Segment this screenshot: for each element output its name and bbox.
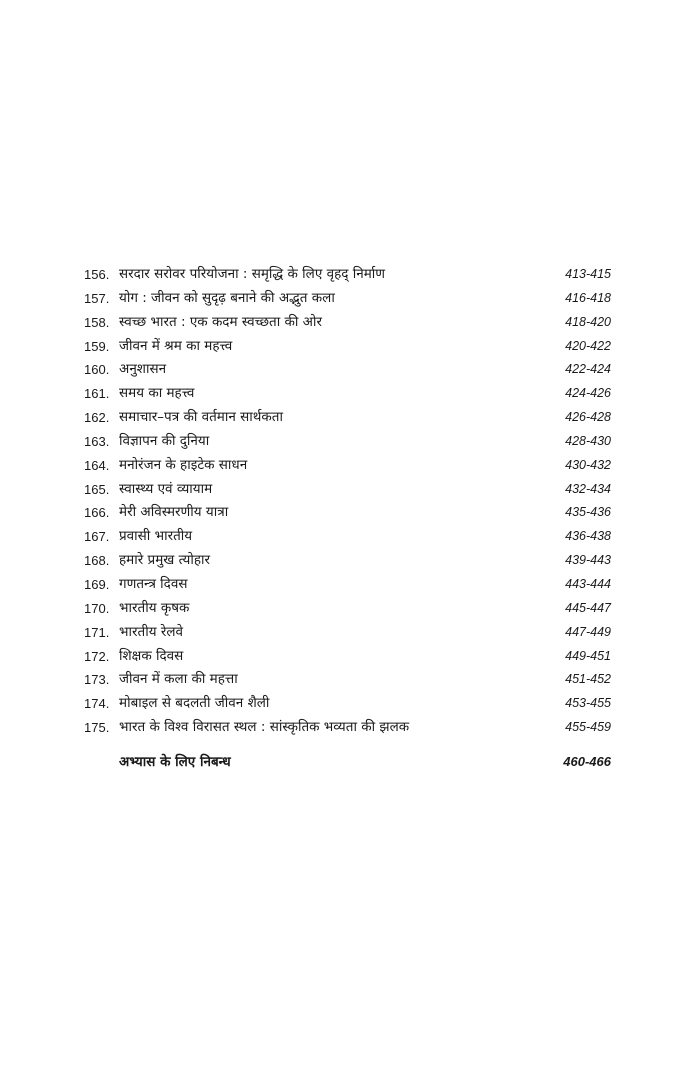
toc-entry-title: गणतन्त्र दिवस	[119, 575, 188, 592]
toc-entry	[0, 621, 700, 645]
toc-entry-title: जीवन में कला की महत्ता	[119, 671, 238, 688]
toc-entry-pages: 420-422	[565, 338, 611, 353]
toc-entry-title: समय का महत्त्व	[119, 385, 195, 402]
toc-entry-number: 175.	[84, 720, 110, 736]
toc-entry-pages: 426-428	[565, 410, 611, 425]
toc-entry-number: 164.	[84, 457, 110, 473]
toc-entry-number: 173.	[84, 672, 110, 688]
toc-entry-pages: 428-430	[565, 433, 611, 448]
toc-entry	[0, 335, 700, 359]
toc-entry	[0, 668, 700, 692]
toc-entry-number: 171.	[84, 624, 110, 640]
toc-entry-pages: 445-447	[565, 600, 611, 615]
toc-entry-number: 165.	[84, 481, 110, 497]
toc-entry	[0, 716, 700, 740]
toc-entry	[0, 549, 700, 573]
toc-entry-pages: 443-444	[565, 576, 611, 591]
toc-entry-number: 169.	[84, 576, 110, 592]
toc-entry-number: 168.	[84, 553, 110, 569]
toc-entry	[0, 597, 700, 621]
toc-entry	[0, 501, 700, 525]
toc-entry-number: 158.	[84, 314, 110, 330]
toc-entry	[0, 478, 700, 502]
toc-entry-pages: 413-415	[565, 267, 611, 281]
toc-entry-pages: 430-432	[565, 457, 611, 472]
toc-entry-pages: 416-418	[565, 290, 611, 305]
toc-entry-number: 166.	[84, 505, 110, 521]
toc-entry-number: 157.	[84, 290, 110, 306]
toc-entry-number: 167.	[84, 529, 110, 545]
toc-entry-title: स्वच्छ भारत : एक कदम स्वच्छता की ओर	[119, 313, 322, 330]
toc-entry-number: 160.	[84, 362, 110, 378]
toc-entry-title: जीवन में श्रम का महत्त्व	[119, 337, 233, 354]
toc-entry-pages: 453-455	[565, 696, 611, 711]
toc-final-entry	[0, 750, 700, 774]
toc-entry-title: शिक्षक दिवस	[119, 647, 184, 664]
toc-entry-title: अनुशासन	[119, 361, 167, 378]
toc-entry-number: 156.	[84, 267, 110, 282]
toc-entry-title: भारत के विश्व विरासत स्थल : सांस्कृतिक भव्यता की झलक	[119, 719, 410, 736]
toc-entry-number: 172.	[84, 648, 110, 664]
table-of-contents	[0, 263, 700, 740]
toc-entry-pages: 447-449	[565, 624, 611, 639]
toc-entry	[0, 573, 700, 597]
toc-entry-pages: 432-434	[565, 481, 611, 496]
toc-entry-title: सरदार सरोवर परियोजना : समृद्धि के लिए वृहद् निर्माण	[119, 266, 386, 282]
toc-entry	[0, 358, 700, 382]
toc-entry-pages: 439-443	[565, 553, 611, 568]
toc-entry-title: भारतीय रेलवे	[119, 623, 184, 640]
toc-entry-title: स्वास्थ्य एवं व्यायाम	[119, 480, 213, 497]
toc-entry-pages: 455-459	[565, 720, 611, 735]
toc-entry-number: 170.	[84, 600, 110, 616]
toc-entry-number: 163.	[84, 433, 110, 449]
toc-entry-number: 159.	[84, 338, 110, 354]
toc-entry	[0, 430, 700, 454]
toc-entry	[0, 406, 700, 430]
toc-entry-title: मोबाइल से बदलती जीवन शैली	[119, 695, 270, 712]
toc-entry-pages: 424-426	[565, 386, 611, 401]
toc-entry	[0, 382, 700, 406]
toc-entry	[0, 645, 700, 669]
toc-entry-pages: 436-438	[565, 529, 611, 544]
toc-entry-pages: 449-451	[565, 648, 611, 663]
toc-entry-title: विज्ञापन की दुनिया	[119, 432, 210, 449]
toc-entry-number: 174.	[84, 696, 110, 712]
toc-entry	[0, 525, 700, 549]
toc-entry-number: 162.	[84, 410, 110, 426]
toc-entry	[0, 692, 700, 716]
final-entry-pages: 460-466	[563, 754, 611, 769]
toc-entry-title: प्रवासी भारतीय	[119, 528, 193, 545]
toc-entry	[0, 454, 700, 478]
toc-entry-title: भारतीय कृषक	[119, 599, 190, 616]
toc-entry-title: मेरी अविस्मरणीय यात्रा	[119, 504, 229, 521]
toc-entry-pages: 422-424	[565, 362, 611, 377]
toc-entry-title: समाचार–पत्र की वर्तमान सार्थकता	[119, 409, 283, 426]
toc-entry	[0, 263, 700, 287]
final-entry-title: अभ्यास के लिए निबन्ध	[119, 754, 231, 770]
toc-entry-pages: 451-452	[565, 672, 611, 687]
toc-entry-title: मनोरंजन के हाइटेक साधन	[119, 456, 248, 473]
toc-entry-pages: 435-436	[565, 505, 611, 520]
toc-entry	[0, 287, 700, 311]
toc-entry-pages: 418-420	[565, 314, 611, 329]
toc-entry-title: हमारे प्रमुख त्योहार	[119, 552, 211, 569]
toc-entry-number: 161.	[84, 386, 110, 402]
toc-entry-title: योग : जीवन को सुदृढ़ बनाने की अद्भुत कला	[119, 289, 335, 306]
toc-entry	[0, 311, 700, 335]
